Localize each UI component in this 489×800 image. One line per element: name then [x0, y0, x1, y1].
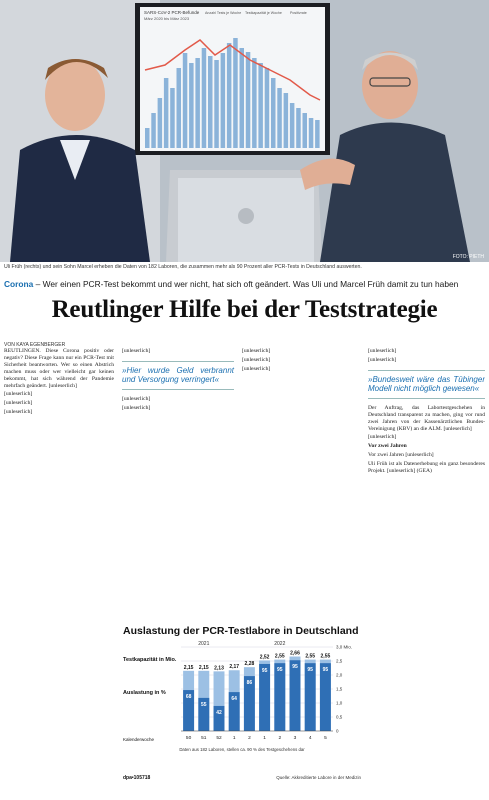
screen-subtitle: März 2020 bis März 2023 [144, 16, 190, 21]
utilization-value-label: 86 [246, 680, 253, 687]
year-label: 2022 [274, 641, 286, 647]
screen-bar [265, 68, 270, 148]
capacity-value-label: 2,13 [214, 665, 224, 672]
col2-paragraph: [unleserlich] [122, 395, 151, 402]
screen-bar [170, 88, 175, 148]
utilization-value-label: 95 [261, 667, 268, 674]
capacity-value-label: 2,52 [259, 654, 270, 661]
row-label-week: Kalenderwoche [123, 737, 155, 742]
col3-paragraph: [unleserlich] [242, 348, 271, 354]
col4-paragraph: Uli Früh ist als Datenerhebung ein ganz besonderes Projekt. [unleserlich] (GEA) [368, 461, 485, 475]
row-label-capacity: Testkapazität in Mio. [123, 657, 177, 663]
column-2 [122, 348, 234, 414]
x-tick-label: 2 [278, 736, 282, 741]
screen-bar [145, 128, 150, 148]
utilization-value-label: 95 [322, 667, 329, 674]
screen-bar [214, 60, 219, 148]
capacity-value-label: 2,55 [274, 653, 285, 660]
col4-paragraph: Der Auftrag, das Labortestgeschehen in Deutschland transparent zu machen, ging vor rund zwei Jahren von der Kassenärztlichen Bundes-Vereinigung (KBV) an die ALM. [unleserlich] [368, 404, 485, 432]
article-headline: Reutlinger Hilfe bei der Teststrategie [51, 296, 438, 323]
screen-bar [208, 56, 213, 148]
x-tick-label: 1 [263, 736, 266, 741]
col4-paragraph: Vor zwei Jahren [unleserlich] [368, 452, 434, 459]
screen-bar [296, 108, 301, 148]
capacity-value-label: 2,15 [183, 664, 194, 671]
capacity-value-label: 2,55 [320, 653, 331, 660]
screen-bar [271, 78, 276, 148]
col4-paragraph: [unleserlich] [368, 348, 397, 354]
utilization-bar [320, 663, 331, 731]
col1-paragraph: REUTLINGEN. Diese Corona positiv oder negativ? Diese Frage kann nur ein PCR-Test mit Sicherheit beantworten. Wer so einen Abstrich machen muss oder wer vielleicht gar keinen bekommt, hat sich während der Pandemie mehrfach geändert. [unleserlich] [4, 348, 114, 389]
col1-paragraph: [unleserlich] [4, 391, 33, 398]
pull-quote-2: »Bundesweit wäre das Tübinger Modell nicht möglich gewesen« [368, 370, 485, 399]
apple-logo-icon [238, 208, 254, 224]
capacity-value-label: 2,15 [198, 664, 209, 671]
screen-title: SARS-CoV-2 PCR-Befunde [144, 10, 200, 15]
screen-bar [183, 53, 188, 148]
photo-credit: FOTO: PIETH [452, 254, 484, 260]
y-tick-label: 1,0 [336, 700, 343, 706]
col2-paragraph: [unleserlich] [122, 348, 151, 354]
x-tick-label: 4 [308, 736, 312, 741]
capacity-value-label: 2,17 [229, 664, 240, 671]
screen-bar [151, 113, 156, 148]
screen-bar [303, 113, 308, 148]
col3-paragraph: [unleserlich] [242, 356, 271, 363]
screen-bar [258, 63, 263, 148]
column-1 [4, 348, 114, 418]
x-tick-label: 5 [324, 736, 327, 741]
x-tick-label: 51 [201, 736, 207, 741]
utilization-value-label: 95 [307, 667, 313, 674]
x-tick-label: 3 [293, 736, 297, 741]
screen-bar [164, 78, 169, 148]
screen-bar [246, 52, 251, 148]
x-tick-label: 2 [248, 736, 251, 741]
col3-paragraph: [unleserlich] [242, 365, 271, 372]
column-4 [368, 348, 485, 798]
utilization-bar [290, 660, 301, 731]
y-tick-label: 0 [336, 728, 339, 734]
chart-note: Daten aus 182 Laboren, stellen ca. 90 % des Testgeschehens dar [179, 747, 305, 752]
screen-bar [240, 48, 245, 148]
y-tick-label: 1,5 [336, 686, 343, 692]
y-tick-label: 0,5 [336, 714, 343, 720]
col4-subhead: Vor zwei Jahren [368, 443, 407, 450]
year-label: 2021 [198, 641, 210, 647]
col4-paragraph: [unleserlich] [368, 356, 397, 363]
screen-bar [227, 43, 232, 148]
utilization-bar [274, 663, 285, 731]
screen-bar [284, 93, 289, 148]
screen-legend-1: Anzahl Tests je Woche [205, 11, 242, 15]
x-tick-label: 1 [232, 736, 236, 741]
pull-quote-1: »Hier wurde Geld verbrannt und Versorgung verringert« [122, 361, 234, 390]
screen-bar [177, 68, 182, 148]
screen-bar [202, 48, 207, 148]
article-photo [0, 0, 489, 262]
row-label-utilization: Auslastung in % [123, 690, 166, 696]
capacity-value-label: 2,28 [244, 661, 255, 668]
capacity-value-label: 2,55 [305, 653, 316, 660]
utilization-value-label: 95 [292, 664, 298, 671]
utilization-bar [259, 664, 270, 731]
screen-bar [189, 63, 194, 148]
chart-title: Auslastung der PCR-Testlabore in Deutschland [123, 625, 359, 637]
screen-bar [277, 88, 282, 148]
utilization-value-label: 95 [277, 667, 283, 674]
photo-caption [4, 264, 485, 270]
chart-agency: dpa•105718 [123, 775, 151, 781]
utilization-bar [305, 663, 316, 731]
kicker-rubric: Corona [4, 279, 34, 289]
utilization-value-label: 42 [216, 709, 222, 716]
col4-paragraph: [unleserlich] [368, 434, 397, 441]
chart-testlabore [121, 625, 363, 797]
col2-paragraph: [unleserlich] [122, 404, 151, 411]
utilization-value-label: 55 [201, 701, 207, 708]
x-tick-label: 50 [185, 736, 192, 741]
y-tick-label: 2,5 [336, 658, 343, 664]
column-3 [242, 348, 358, 375]
author-line: VON KAYA EGENBERGER [4, 342, 66, 348]
kicker-text: – Wer einen PCR-Test bekommt und wer nicht, hat sich oft geändert. Was Uli und Marcel Früh damit zu tun haben [33, 279, 459, 289]
photo-illustration [0, 0, 489, 262]
screen-bar [221, 53, 226, 148]
capacity-value-label: 2,66 [290, 650, 300, 657]
x-tick-label: 52 [216, 736, 222, 741]
screen-bar [290, 103, 295, 148]
screen-bar [315, 120, 320, 148]
col1-paragraph: [unleserlich] [4, 409, 33, 416]
y-tick-label: 2,0 [336, 672, 343, 678]
screen-legend-2: Testkapazität je Woche [245, 11, 282, 15]
col1-paragraph: [unleserlich] [4, 400, 33, 407]
kicker-line [4, 279, 485, 289]
screen-bar [252, 58, 257, 148]
screen-legend-3: Positivrate [290, 11, 307, 15]
screen-bar [195, 58, 200, 148]
caption-text: Uli Früh (rechts) und sein Sohn Marcel erheben die Daten von 182 Laboren, die zusammen mehr als 90 Prozent aller PCR-Tests in Deutschland auswerten. [4, 264, 362, 270]
utilization-value-label: 68 [185, 694, 192, 701]
utilization-value-label: 64 [231, 696, 237, 703]
chart-source: Quelle: Akkreditierte Labore in der Medizin [276, 775, 361, 780]
screen-bar [309, 118, 314, 148]
screen-bar [158, 98, 163, 148]
y-tick-label: 3,0 Mio. [336, 644, 353, 650]
screen-bar [233, 38, 238, 148]
chart-canvas [121, 639, 363, 789]
